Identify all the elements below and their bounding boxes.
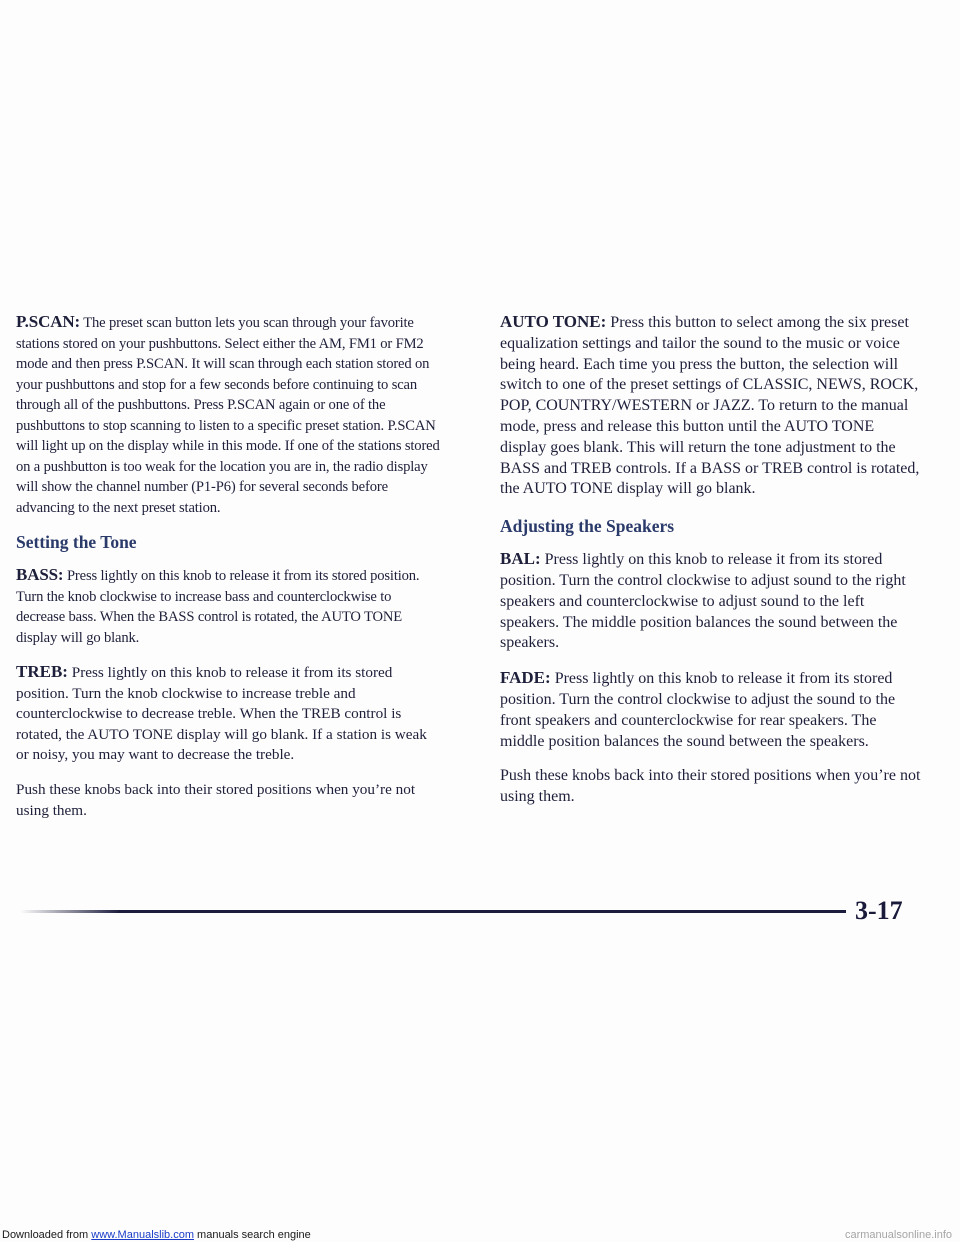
pscan-text: The preset scan button lets you scan through your favorite stations stored on your pushbuttons. Select either the AM, FM1 or FM2 mode and then press P.SCAN. It will scan through each station stored on your pushbuttons and stop for a few seconds before continuing to scan through all of the pushbuttons. Press P.SCAN again or one of the pushbuttons to stop scanning to listen to a specific preset station. P.SCAN will light up on the display while in this mode. If one of the stations stored on a pushbutton is too weak for the location you are in, the radio display will show the channel number (P1-P6) for several seconds before advancing to the next preset station. [16,315,440,516]
page-number: 3-17 [855,896,903,925]
treb-text: Press lightly on this knob to release it from its stored position. Turn the knob clockwise to increase treble and counterclockwise to decrease treble. When the TREB control is rotated, the AUTO TONE display will go blank. If a station is weak or noisy, you may want to decrease the treble. [16,664,427,764]
auto-tone-text: Press this button to select among the six preset equalization settings and tailor the sound to the music or voice being heard. Each time you press the button, the selection will switch to one of the preset settings of CLASSIC, NEWS, ROCK, POP, COUNTRY/WESTERN or JAZZ. To return to the manual mode, press and release this button until the AUTO TONE display goes blank. This will return the tone adjustment to the BASS and TREB controls. If a BASS or TREB control is rotated, the AUTO TONE display will go blank. [500,314,920,498]
pscan-term: P.SCAN: [16,312,80,331]
treb-paragraph [16,662,440,766]
footer-link[interactable]: www.Manualslib.com [91,1229,194,1241]
footer-source [2,1228,311,1242]
auto-tone-paragraph [500,312,922,500]
footer-rule-fade [20,910,120,913]
bal-term: BAL: [500,549,541,569]
bass-paragraph [16,565,440,648]
push-back-paragraph-left: Push these knobs back into their stored positions when you’re not using them. [16,780,416,819]
right-column [500,312,922,822]
bal-text: Press lightly on this knob to release it from its stored position. Turn the control clockwise to adjust sound to the right speakers and counterclockwise to adjust sound to the left speakers. The middle position balances the sound between the speakers. [500,551,906,652]
footer-watermark: carmanualsonline.info [844,1229,952,1241]
adjusting-speakers-heading: Adjusting the Speakers [500,516,675,537]
fade-paragraph [500,668,922,752]
download-footer [0,1228,960,1242]
pscan-paragraph [16,312,440,518]
push-back-paragraph-right: Push these knobs back into their stored positions when you’re not using them. [500,767,921,806]
treb-term: TREB: [16,662,68,681]
left-column [16,312,440,835]
footer-prefix: Downloaded from [2,1229,89,1241]
bal-paragraph [500,549,922,654]
bass-term: BASS: [16,565,64,584]
auto-tone-term: AUTO TONE: [500,312,607,331]
footer-suffix: manuals search engine [197,1229,311,1241]
fade-text: Press lightly on this knob to release it from its stored position. Turn the control clockwise to adjust the sound to the front speakers and counterclockwise for rear speakers. The middle position balances the sound between the speakers. [500,670,896,750]
setting-tone-heading: Setting the Tone [16,532,137,552]
fade-term: FADE: [500,668,551,688]
bass-text: Press lightly on this knob to release it from its stored position. Turn the knob clockwise to increase bass and counterclockwise to decrease bass. When the BASS control is rotated, the AUTO TONE display will go blank. [16,568,420,646]
footer-rule [118,910,846,913]
